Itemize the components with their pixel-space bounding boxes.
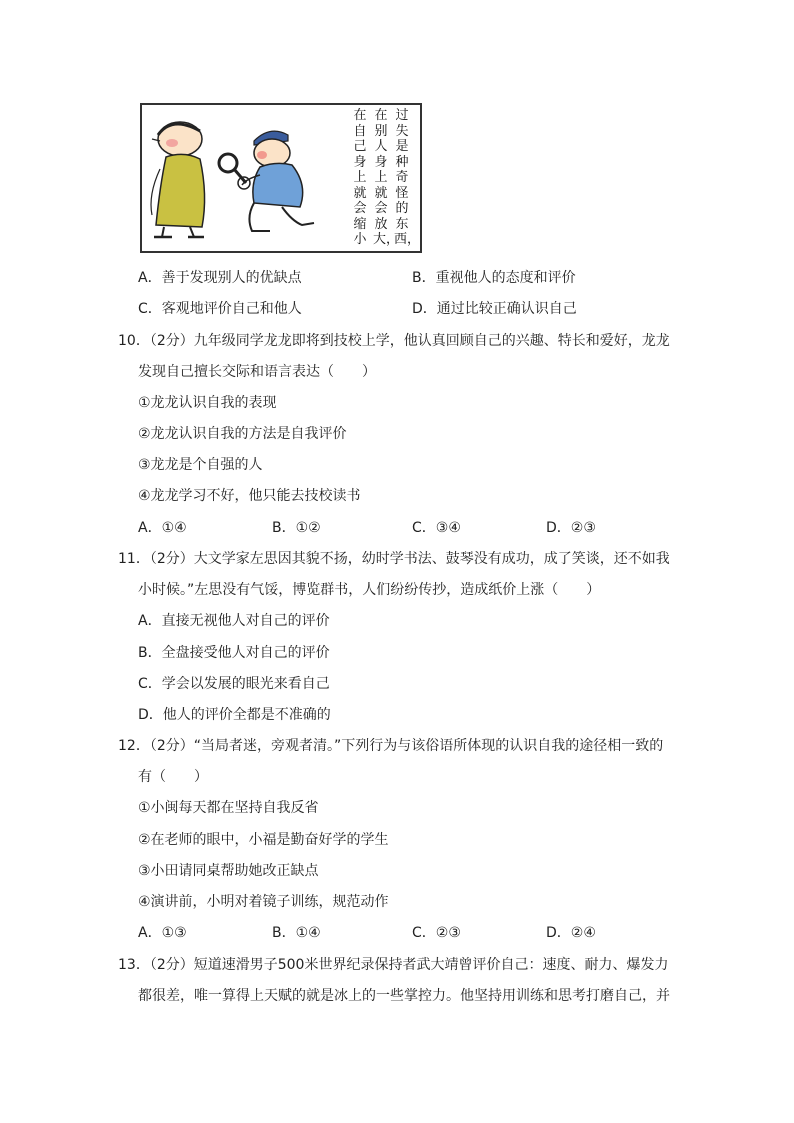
q12-item-3: ③小田请同桌帮助她改正缺点: [138, 863, 319, 879]
q13-stem-line2: 都很差，唯一算得上天赋的就是冰上的一些掌控力。他坚持用训练和思考打磨自己，并: [138, 988, 670, 1004]
q12-item-4: ④演讲前，小明对着镜子训练，规范动作: [138, 894, 389, 910]
q9-option-b[interactable]: B．重视他人的态度和评价: [412, 270, 576, 286]
cartoon-caption-col3: 在自己身上就会缩小: [353, 108, 367, 247]
q10-item-2: ②龙龙认识自我的方法是自我评价: [138, 426, 347, 442]
q12-option-a[interactable]: A．①③: [138, 925, 187, 941]
q10-option-c[interactable]: C．③④: [412, 520, 461, 536]
q9-option-c[interactable]: C．客观地评价自己和他人: [138, 301, 302, 317]
q11-stem-line1: 11．（2分）大文学家左思因其貌不扬，幼时学书法、鼓琴没有成功，成了笑谈，还不如我: [118, 551, 670, 567]
q11-stem-line2: 小时候。”左思没有气馁，博览群书，人们纷纷传抄，造成纸价上涨（ ）: [138, 582, 601, 598]
q9-option-d[interactable]: D．通过比较正确认识自己: [412, 301, 577, 317]
q12-stem-line2: 有（ ）: [138, 769, 208, 785]
q10-option-b[interactable]: B．①②: [272, 520, 321, 536]
q12-option-d[interactable]: D．②④: [546, 925, 596, 941]
q11-option-b[interactable]: B．全盘接受他人对自己的评价: [138, 645, 330, 661]
q12-option-c[interactable]: C．②③: [412, 925, 461, 941]
q10-item-1: ①龙龙认识自我的表现: [138, 395, 277, 411]
cartoon-illustration: [140, 103, 422, 253]
q11-option-c[interactable]: C．学会以发展的眼光来看自己: [138, 676, 330, 692]
q10-item-3: ③龙龙是个自强的人: [138, 457, 263, 473]
q12-option-b[interactable]: B．①④: [272, 925, 321, 941]
q12-item-1: ①小闽每天都在坚持自我反省: [138, 800, 319, 816]
q9-option-a[interactable]: A．善于发现别人的优缺点: [138, 270, 302, 286]
q12-stem-line1: 12．（2分）“当局者迷，旁观者清。”下列行为与该俗语所体现的认识自我的途径相一致的: [118, 738, 664, 754]
q10-item-4: ④龙龙学习不好，他只能去技校读书: [138, 488, 361, 504]
q10-stem-line2: 发现自己擅长交际和语言表达（ ）: [138, 364, 376, 380]
q11-option-a[interactable]: A．直接无视他人对自己的评价: [138, 613, 330, 629]
magnifying-glass: [219, 154, 250, 189]
q10-option-a[interactable]: A．①④: [138, 520, 187, 536]
standing-man-figure: [151, 122, 205, 237]
q13-stem-line1: 13．（2分）短道速滑男子500米世界纪录保持者武大靖曾评价自己：速度、耐力、爆发力: [118, 957, 669, 973]
cartoon-caption-col1: 过失是种奇怪的东西，: [394, 108, 421, 247]
q10-stem-line1: 10．（2分）九年级同学龙龙即将到技校上学，他认真回顾自己的兴趣、特长和爱好，龙龙: [118, 333, 670, 349]
crouching-man-figure: [242, 131, 314, 231]
cartoon-caption-col2: 在别人身上就会放大，: [373, 108, 400, 247]
q11-option-d[interactable]: D．他人的评价全都是不准确的: [138, 707, 331, 723]
q10-option-d[interactable]: D．②③: [546, 520, 596, 536]
q12-item-2: ②在老师的眼中，小福是勤奋好学的学生: [138, 832, 389, 848]
